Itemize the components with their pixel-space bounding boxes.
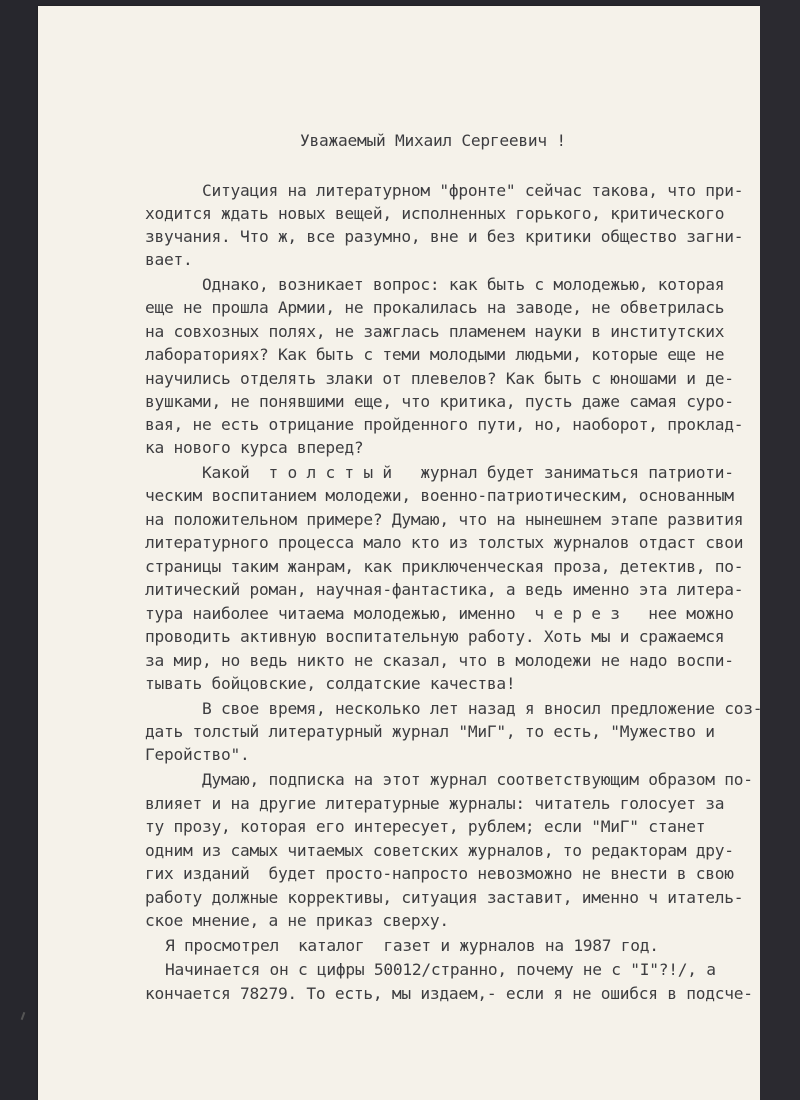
- text-line: ческим воспитанием молодежи, военно-патриотическим, основанным: [145, 486, 734, 505]
- text-line: Однако, возникает вопрос: как быть с молодежью, которая: [202, 275, 725, 294]
- text-line: гих изданий будет просто-напросто невозможно не внести в свою: [145, 864, 734, 883]
- text-line: ка нового курса вперед?: [145, 438, 364, 457]
- text-line: Думаю, подписка на этот журнал соответствующим образом по-: [202, 770, 753, 789]
- text-line: ское мнение, а не приказ сверху.: [145, 911, 449, 930]
- paper-mark: [21, 1012, 26, 1020]
- text-line: ходится ждать новых вещей, исполненных горького, критического: [145, 204, 725, 223]
- scan-background-edge: [760, 0, 800, 1100]
- text-line: Начинается он с цифры 50012/странно, почему не с "I"?!/, а: [165, 960, 716, 979]
- text-line: работу должные коррективы, ситуация заставит, именно ч итатель-: [145, 888, 744, 907]
- text-line: влияет и на другие литературные журналы: читатель голосует за: [145, 794, 725, 813]
- text-line: на положительном примере? Думаю, что на нынешнем этапе развития: [145, 510, 744, 529]
- text-line: ту прозу, которая его интересует, рублем; если "МиГ" станет: [145, 817, 706, 836]
- text-line: литический роман, научная-фантастика, а ведь именно эта литера-: [145, 580, 744, 599]
- text-line: вушками, не понявшими еще, что критика, пусть даже самая суро-: [145, 392, 734, 411]
- text-line: лабораториях? Как быть с теми молодыми людьми, которые еще не: [145, 345, 725, 364]
- text-line: страницы таким жанрам, как приключенческая проза, детектив, по-: [145, 557, 744, 576]
- text-line: одним из самых читаемых советских журналов, то редакторам дру-: [145, 841, 734, 860]
- text-line: В свое время, несколько лет назад я вносил предложение соз-: [202, 699, 763, 718]
- text-line: Какой т о л с т ы й журнал будет заниматься патриоти-: [202, 463, 734, 482]
- salutation: Уважаемый Михаил Сергеевич !: [300, 131, 566, 150]
- text-line: проводить активную воспитательную работу. Хоть мы и сражаемся: [145, 627, 725, 646]
- letter-body: [145, 0, 765, 1003]
- text-line: Ситуация на литературном "фронте" сейчас такова, что при-: [202, 181, 744, 200]
- text-line: дать толстый литературный журнал "МиГ", то есть, "Мужество и: [145, 722, 715, 741]
- text-line: литературного процесса мало кто из толстых журналов отдаст свои: [145, 533, 744, 552]
- text-line: кончается 78279. То есть, мы издаем,- если я не ошибся в подсче-: [145, 984, 753, 1003]
- text-line: тура наиболее читаема молодежью, именно ч е р е з нее можно: [145, 604, 734, 623]
- text-line: тывать бойцовские, солдатские качества!: [145, 674, 516, 693]
- text-line: звучания. Что ж, все разумно, вне и без критики общество загни-: [145, 227, 744, 246]
- text-line: вает.: [145, 250, 193, 269]
- text-line: за мир, но ведь никто не сказал, что в молодежи не надо воспи-: [145, 651, 734, 670]
- text-line: Геройство".: [145, 745, 250, 764]
- text-line: научились отделять злаки от плевелов? Как быть с юношами и де-: [145, 369, 734, 388]
- text-line: еще не прошла Армии, не прокалилась на заводе, не обветрилась: [145, 298, 725, 317]
- text-line: на совхозных полях, не зажглась пламенем науки в институтских: [145, 322, 725, 341]
- text-line: вая, не есть отрицание пройденного пути, но, наоборот, проклад-: [145, 415, 744, 434]
- text-line: Я просмотрел каталог газет и журналов на 1987 год.: [165, 936, 659, 955]
